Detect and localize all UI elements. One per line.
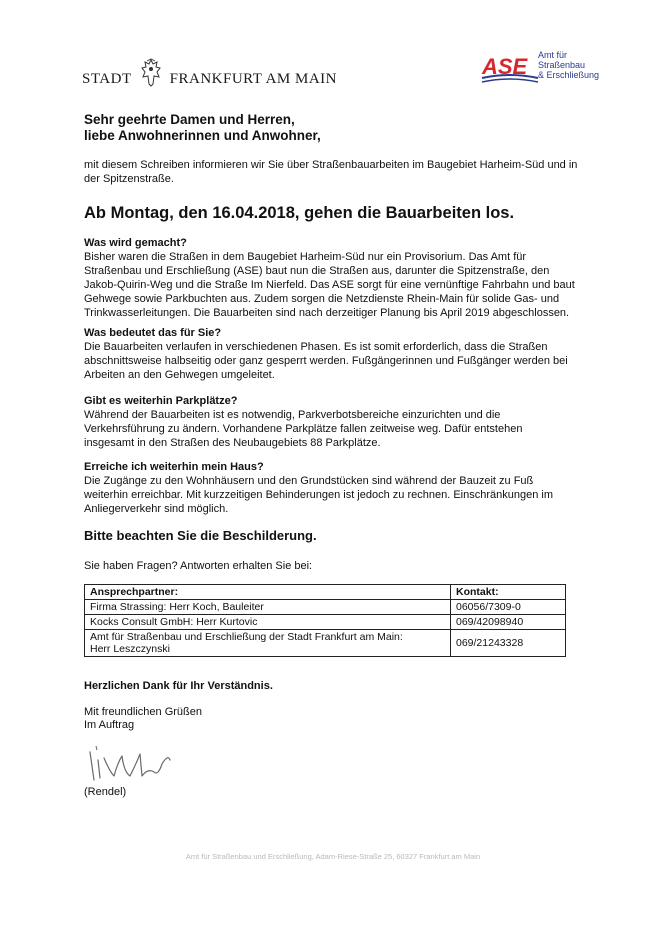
thanks-line: Herzlichen Dank für Ihr Verständnis.: [84, 680, 273, 692]
ase-line-1: Amt für: [538, 50, 568, 60]
table-row: [85, 600, 566, 615]
contact-phone: 06056/7309-0: [451, 600, 566, 615]
section-line: Jakob-Quirin-Weg und die Straße Im Nierfeld. Das ASE sorgt für eine vernünftige Fahrbahn und baut: [84, 279, 575, 291]
section-line: Verkehrsführung zu ändern. Vorhandene Parkplätze fallen zeitweise weg. Dafür entstehen: [84, 423, 523, 435]
handwritten-signature-icon: [84, 742, 184, 786]
ase-logo: [480, 50, 610, 90]
footer-address: Amt für Straßenbau und Erschließung, Adam-Riese-Straße 25, 60327 Frankfurt am Main: [185, 852, 481, 861]
header-ansprechpartner: Ansprechpartner:: [85, 585, 451, 600]
city-logo-text-stadt: STADT: [82, 71, 132, 87]
city-eagle-icon: [140, 58, 162, 88]
contact-name-line: Amt für Straßenbau und Erschließung der Stadt Frankfurt am Main:: [90, 631, 403, 643]
ase-line-2: Straßenbau: [538, 60, 586, 70]
section-parkplaetze: [84, 394, 584, 450]
ase-logo-text: [538, 50, 599, 80]
greeting-line-2: liebe Anwohnerinnen und Anwohner,: [84, 128, 321, 143]
city-logo-text-frankfurt: FRANKFURT AM MAIN: [169, 71, 337, 87]
header-kontakt: Kontakt:: [451, 585, 566, 600]
closing-line-1: Mit freundlichen Grüßen: [84, 706, 202, 718]
section-heading: Erreiche ich weiterhin mein Haus?: [84, 461, 264, 473]
signer-name: (Rendel): [84, 786, 127, 798]
closing: [84, 706, 202, 732]
section-line: Die Zugänge zu den Wohnhäusern und den Grundstücken sind während der Bauzeit zu Fuß: [84, 475, 534, 487]
contact-name-line: Firma Strassing: Herr Koch, Bauleiter: [90, 601, 264, 613]
section-was-wird-gemacht: [84, 236, 584, 320]
table-row: [85, 630, 566, 657]
section-heading: Was wird gemacht?: [84, 237, 187, 249]
table-row: [85, 615, 566, 630]
section-line: Straßenbau und Erschließung (ASE) baut nun die Straßen aus, darunter die Spitzenstraße, den: [84, 265, 550, 277]
ase-mark-text: ASE: [482, 54, 528, 79]
section-was-bedeutet-das: [84, 326, 584, 382]
city-logo: [82, 48, 337, 88]
intro-paragraph: mit diesem Schreiben informieren wir Sie über Straßenbauarbeiten im Baugebiet Harheim-Süd und in der Spitzenstraße.: [84, 159, 578, 185]
closing-line-2: Im Auftrag: [84, 719, 135, 731]
greeting: [84, 112, 584, 144]
section-line: Die Bauarbeiten verlaufen in verschiedenen Phasen. Es ist somit erforderlich, dass die Straßen: [84, 341, 548, 353]
table-header-row: [85, 585, 566, 600]
contacts-table: [84, 584, 566, 657]
section-line: Während der Bauarbeiten ist es notwendig, Parkverbotsbereiche einzurichten und die: [84, 409, 501, 421]
section-line: Anliegerverkehr sind möglich.: [84, 503, 229, 515]
section-line: insgesamt in den Straßen des Neubaugebiets 88 Parkplätze.: [84, 437, 381, 449]
section-heading: Gibt es weiterhin Parkplätze?: [84, 395, 238, 407]
contact-phone: 069/42098940: [451, 615, 566, 630]
section-erreiche-haus: [84, 460, 584, 516]
section-line: abschnittsweise halbseitig oder ganz gesperrt werden. Fußgängerinnen und Fußgänger werden bei: [84, 355, 568, 367]
contact-name-line: Herr Leszczynski: [90, 643, 170, 655]
section-heading: Was bedeutet das für Sie?: [84, 327, 222, 339]
contact-phone: 069/21243328: [451, 630, 566, 657]
contact-name-line: Kocks Consult GmbH: Herr Kurtovic: [90, 616, 258, 628]
headline: Ab Montag, den 16.04.2018, gehen die Bauarbeiten los.: [84, 204, 515, 222]
section-line: weiterhin erreichbar. Mit kurzzeitigen Behinderungen ist jedoch zu rechnen. Einschränkungen im: [84, 489, 553, 501]
contact-name: [85, 600, 451, 615]
contact-name: [85, 630, 451, 657]
questions-line: Sie haben Fragen? Antworten erhalten Sie bei:: [84, 560, 313, 572]
greeting-line-1: Sehr geehrte Damen und Herren,: [84, 112, 295, 127]
section-line: Gehwege sowie Parkbuchten aus. Zudem sorgen die Netzdienste Rhein-Main für solide Gas- und: [84, 293, 560, 305]
section-line: Trinkwasserleitungen. Die Bauarbeiten sind nach derzeitiger Planung bis April 2019 abgeschlossen.: [84, 307, 570, 319]
section-line: Arbeiten an den Gehwegen umgeleitet.: [84, 369, 275, 381]
section-line: Bisher waren die Straßen in dem Baugebiet Harheim-Süd nur ein Provisorium. Das Amt für: [84, 251, 527, 263]
contact-name: [85, 615, 451, 630]
ase-logo-mark-icon: [480, 52, 542, 86]
ase-line-3: & Erschließung: [538, 70, 600, 80]
signage-notice: Bitte beachten Sie die Beschilderung.: [84, 528, 317, 543]
